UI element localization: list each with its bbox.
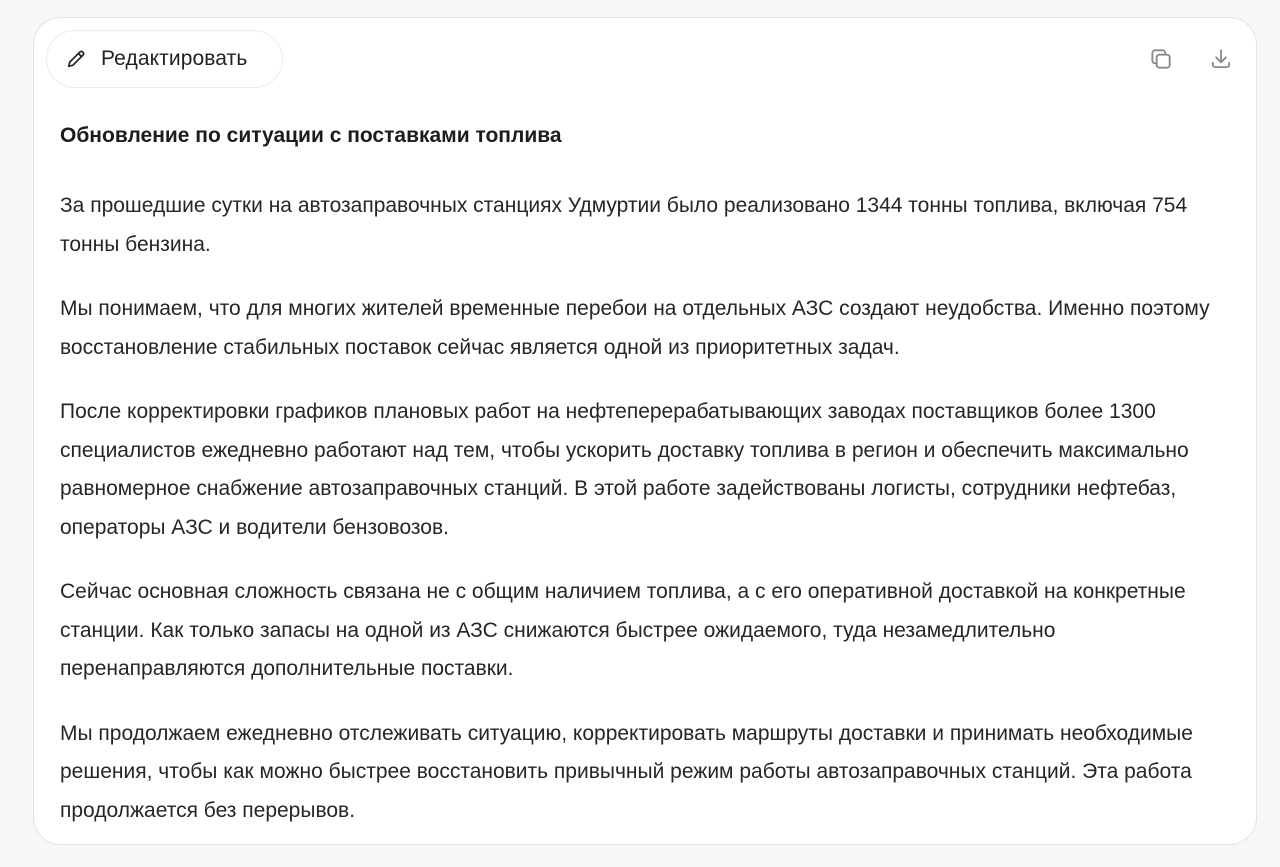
copy-icon[interactable] (1148, 46, 1174, 72)
paragraph-3: После корректировки графиков плановых работ на нефтеперерабатывающих заводах поставщиков более 1300 специалистов ежедневно работают над тем, чтобы ускорить доставку топлива в регион и обеспечить максимально равномерное снабжение автозаправочных станций. В этой работе задействованы логисты, сотрудники нефтебаз, операторы АЗС и водители бензовозов. (60, 400, 1189, 539)
pencil-icon (65, 48, 87, 70)
card-actions (1148, 46, 1234, 72)
paragraph-4: Сейчас основная сложность связана не с общим наличием топлива, а с его оперативной доставкой на конкретные станции. Как только запасы на одной из АЗС снижаются быстрее ожидаемого, туда незамедлительно перенаправляются дополнительные поставки. (60, 580, 1186, 680)
document-card (33, 17, 1257, 845)
paragraph-2: Мы понимаем, что для многих жителей временные перебои на отдельных АЗС создают неудобства. Именно поэтому восстановление стабильных поставок сейчас является одной из приоритетных задач. (60, 297, 1210, 359)
edit-button-label: Редактировать (101, 47, 248, 70)
document-body (60, 121, 1240, 856)
edit-button[interactable] (46, 30, 283, 88)
document-title: Обновление по ситуации с поставками топлива (60, 124, 562, 147)
download-icon[interactable] (1208, 46, 1234, 72)
paragraph-5: Мы продолжаем ежедневно отслеживать ситуацию, корректировать маршруты доставки и принимать необходимые решения, чтобы как можно быстрее восстановить привычный режим работы автозаправочных станций. Эта работа продолжается без перерывов. (60, 721, 1193, 822)
paragraph-1: За прошедшие сутки на автозаправочных станциях Удмуртии было реализовано 1344 тонны топлива, включая 754 тонны бензина. (60, 194, 1188, 256)
